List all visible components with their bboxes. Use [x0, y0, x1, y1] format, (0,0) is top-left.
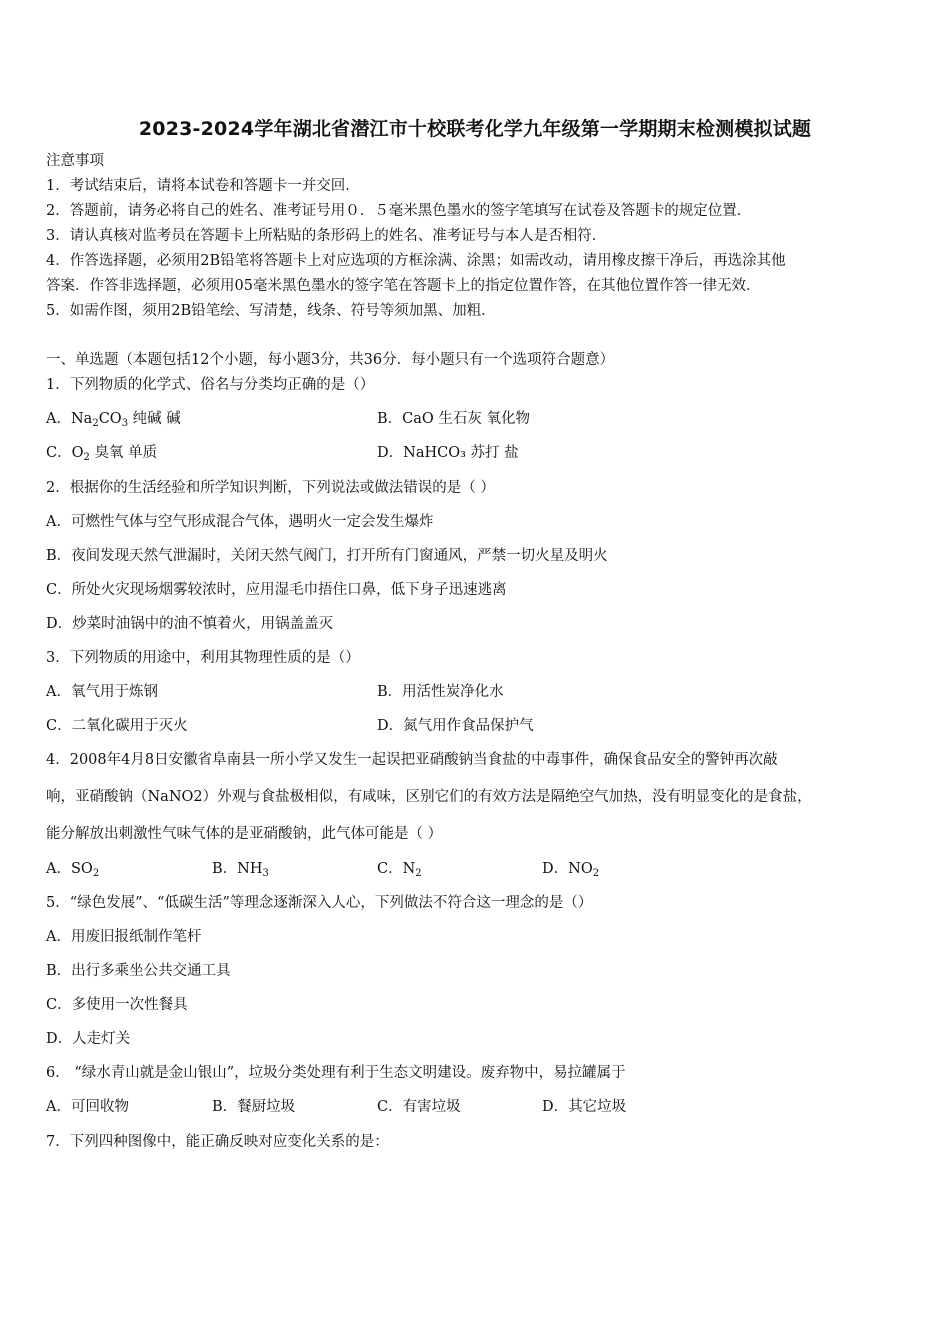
formula-subscript: 3	[121, 418, 129, 429]
option-d: D．人走灯关	[46, 1031, 131, 1047]
formula-subscript: 2	[592, 868, 600, 879]
formula-part: SO	[70, 861, 93, 877]
option-b: B．夜间发现天然气泄漏时，关闭天然气阀门，打开所有门窗通风，严禁一切火星及明火	[46, 548, 608, 564]
option-d: D．NaHCO₃ 苏打 盐	[377, 445, 519, 461]
formula-subscript: 2	[92, 868, 100, 879]
option-a	[46, 409, 181, 429]
option-b: B．出行多乘坐公共交通工具	[46, 963, 231, 979]
option-a: A．可燃性气体与空气形成混合气体，遇明火一定会发生爆炸	[46, 514, 434, 530]
option-label: A．	[46, 411, 71, 427]
option-text: 纯碱 碱	[128, 411, 181, 427]
question-stem: 3．下列物质的用途中，利用其物理性质的是（）	[46, 650, 360, 666]
question-stem: 5．“绿色发展”、“低碳生活”等理念逐渐深入人心，下列做法不符合这一理念的是（）	[46, 895, 593, 911]
notice-item: 1．考试结束后，请将本试卷和答题卡一并交回．	[46, 178, 360, 194]
option-a: A．氧气用于炼钢	[46, 684, 158, 700]
formula-subscript: 3	[262, 868, 269, 879]
option-b	[212, 859, 269, 879]
question-stem: 1．下列物质的化学式、俗名与分类均正确的是（）	[46, 377, 375, 393]
option-d: D．氮气用作食品保护气	[377, 718, 534, 734]
option-d	[542, 859, 599, 879]
formula-part: O	[71, 445, 84, 461]
option-label: C．	[377, 861, 403, 877]
formula-part: Na	[70, 411, 93, 427]
option-a	[46, 859, 99, 879]
notice-heading: 注意事项	[46, 153, 104, 169]
option-d: D．其它垃圾	[542, 1099, 627, 1115]
question-stem: 能分解放出刺激性气味气体的是亚硝酸钠，此气体可能是（ ）	[46, 826, 443, 842]
notice-item: 3．请认真核对监考员在答题卡上所粘贴的条形码上的姓名、准考证号与本人是否相符．	[46, 228, 607, 244]
question-stem: 响，亚硝酸钠（NaNO2）外观与食盐极相似，有咸味，区别它们的有效方法是隔绝空气加热，没有明显变化的是食盐，	[46, 789, 812, 805]
option-label: C．	[46, 445, 72, 461]
option-c	[46, 443, 157, 463]
question-stem: 6． “绿水青山就是金山银山”，垃圾分类处理有利于生态文明建设。废弃物中，易拉罐属于	[46, 1065, 626, 1081]
notice-item: 答案．作答非选择题，必须用05毫米黑色墨水的签字笔在答题卡上的指定位置作答，在其他位置作答一律无效．	[46, 278, 761, 294]
option-b: B．用活性炭净化水	[377, 684, 504, 700]
option-text: 臭氧 单质	[89, 445, 158, 461]
option-c: C．二氧化碳用于灭火	[46, 718, 188, 734]
formula-part: NH	[237, 861, 263, 877]
formula-part: CO	[98, 411, 122, 427]
option-c: C．有害垃圾	[377, 1099, 461, 1115]
option-label: B．	[212, 861, 238, 877]
question-stem: 7．下列四种图像中，能正确反映对应变化关系的是：	[46, 1134, 389, 1150]
section-heading: 一、单选题（本题包括12个小题，每小题3分，共36分．每小题只有一个选项符合题意）	[46, 352, 615, 368]
page-title: 2023-2024学年湖北省潜江市十校联考化学九年级第一学期期末检测模拟试题	[138, 118, 812, 140]
notice-item: 2．答题前，请务必将自己的姓名、准考证号用０．５毫米黑色墨水的签字笔填写在试卷及答题卡的规定位置．	[46, 203, 752, 219]
notice-item: 5．如需作图，须用2B铅笔绘、写清楚，线条、符号等须加黑、加粗．	[46, 303, 496, 319]
formula-subscript: 2	[92, 418, 99, 429]
question-stem: 4．2008年4月8日安徽省阜南县一所小学又发生一起误把亚硝酸钠当食盐的中毒事件，确保食品安全的警钟再次敲	[46, 752, 778, 768]
notice-item: 4．作答选择题，必须用2B铅笔将答题卡上对应选项的方框涂满、涂黑；如需改动，请用橡皮擦干净后，再选涂其他	[46, 253, 786, 269]
question-stem: 2．根据你的生活经验和所学知识判断，下列说法或做法错误的是（ ）	[46, 480, 495, 496]
option-c: C．多使用一次性餐具	[46, 997, 188, 1013]
option-label: D．	[542, 861, 569, 877]
option-label: A．	[46, 861, 71, 877]
formula-subscript: 2	[83, 452, 90, 463]
option-a: A．可回收物	[46, 1099, 129, 1115]
formula-part: NO	[568, 861, 593, 877]
option-c: C．所处火灾现场烟雾较浓时，应用湿毛巾捂住口鼻，低下身子迅速逃离	[46, 582, 507, 598]
formula-part: N	[402, 861, 416, 877]
option-b: B．CaO 生石灰 氧化物	[377, 411, 530, 427]
option-b: B．餐厨垃圾	[212, 1099, 296, 1115]
formula-subscript: 2	[415, 868, 422, 879]
option-d: D．炒菜时油锅中的油不慎着火，用锅盖盖灭	[46, 616, 334, 632]
option-a: A．用废旧报纸制作笔杆	[46, 929, 202, 945]
option-c	[377, 859, 422, 879]
